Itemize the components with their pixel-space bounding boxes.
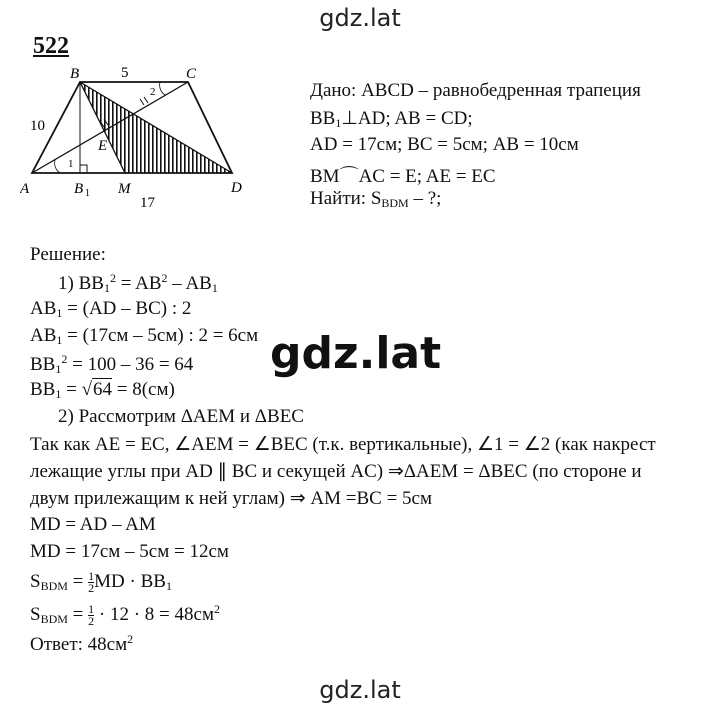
solution-line-reason-3: двум прилежащим к ней углам) ⇒ AM =BC = 5см bbox=[30, 488, 433, 509]
label-e: E bbox=[98, 138, 108, 154]
find-line: Найти: $S_{BDM}$ – ?; bbox=[310, 188, 442, 210]
solution-step-2: 2) Рассмотрим ΔAEM и ΔBEC bbox=[58, 406, 304, 427]
solution-line-area-value: $S_{BDM}$ = $\frac{1}{2} \cdot 12 \cdot 8 = 48см^2$ bbox=[30, 602, 220, 629]
solution-title: Решение: bbox=[30, 244, 106, 265]
given-line-1: Дано: ABCD – равнобедренная трапеция bbox=[310, 80, 641, 101]
label-b1: B bbox=[74, 181, 84, 197]
solution-line-area-formula: $S_{BDM}$ = $\frac{1}{2}MD \cdot BB_1$ bbox=[30, 569, 172, 596]
label-d: D bbox=[231, 180, 242, 196]
solution-line-ab1-value: $AB_1 = (17см - 5см)$ : 2 = 6см bbox=[30, 325, 259, 347]
solution-line-md-formula: MD = AD – AM bbox=[30, 514, 156, 535]
angle-2-label: 2 bbox=[150, 86, 156, 98]
solution-line-bb1-value: $BB_1 = √64 = 8(см)$ bbox=[30, 379, 175, 401]
answer-line: Ответ: $48см^2$ bbox=[30, 632, 134, 655]
label-a: A bbox=[20, 181, 30, 197]
angle-1-label: 1 bbox=[68, 158, 74, 170]
length-ab: 10 bbox=[30, 118, 45, 134]
given-line-4: BM⌒AC = E; AE = EC bbox=[310, 166, 496, 187]
watermark-bottom: gdz.lat bbox=[319, 676, 401, 704]
solution-line-ab1-formula: $AB_1 = (AD - BC)$ : 2 bbox=[30, 298, 192, 320]
solution-line-reason-2: лежащие углы при AD ∥ BC и секущей AC) ⇒ΔAEM = ΔBEC (по стороне и bbox=[30, 461, 642, 482]
watermark-center: gdz.lat bbox=[270, 328, 442, 379]
right-angle-mark bbox=[80, 165, 87, 173]
problem-number: 522 bbox=[33, 33, 69, 59]
length-ad: 17 bbox=[140, 195, 155, 211]
trapezoid-figure bbox=[20, 55, 290, 215]
solution-line-md-value: MD = 17см – 5см = 12см bbox=[30, 541, 229, 562]
label-b1-sub: 1 bbox=[85, 188, 90, 199]
label-m: M bbox=[118, 181, 131, 197]
length-bc: 5 bbox=[121, 65, 129, 81]
label-c: C bbox=[186, 66, 197, 82]
solution-line-bb1-square: $BB_1^2 = 100 - 36 = 64$ bbox=[30, 352, 194, 376]
solution-step-1: 1) $BB_1^2 = AB^2 - AB_1$ bbox=[58, 271, 218, 295]
label-b: B bbox=[70, 66, 80, 82]
watermark-top: gdz.lat bbox=[319, 4, 401, 32]
given-line-2: $BB_1\perp AD$; AB = CD; bbox=[310, 108, 473, 130]
solution-line-reason-1: Так как AE = EC, ∠AEM = ∠BEC (т.к. вертикальные), ∠1 = ∠2 (как накрест bbox=[30, 434, 656, 455]
given-line-3: AD = 17см; BC = 5см; AB = 10см bbox=[310, 134, 579, 155]
